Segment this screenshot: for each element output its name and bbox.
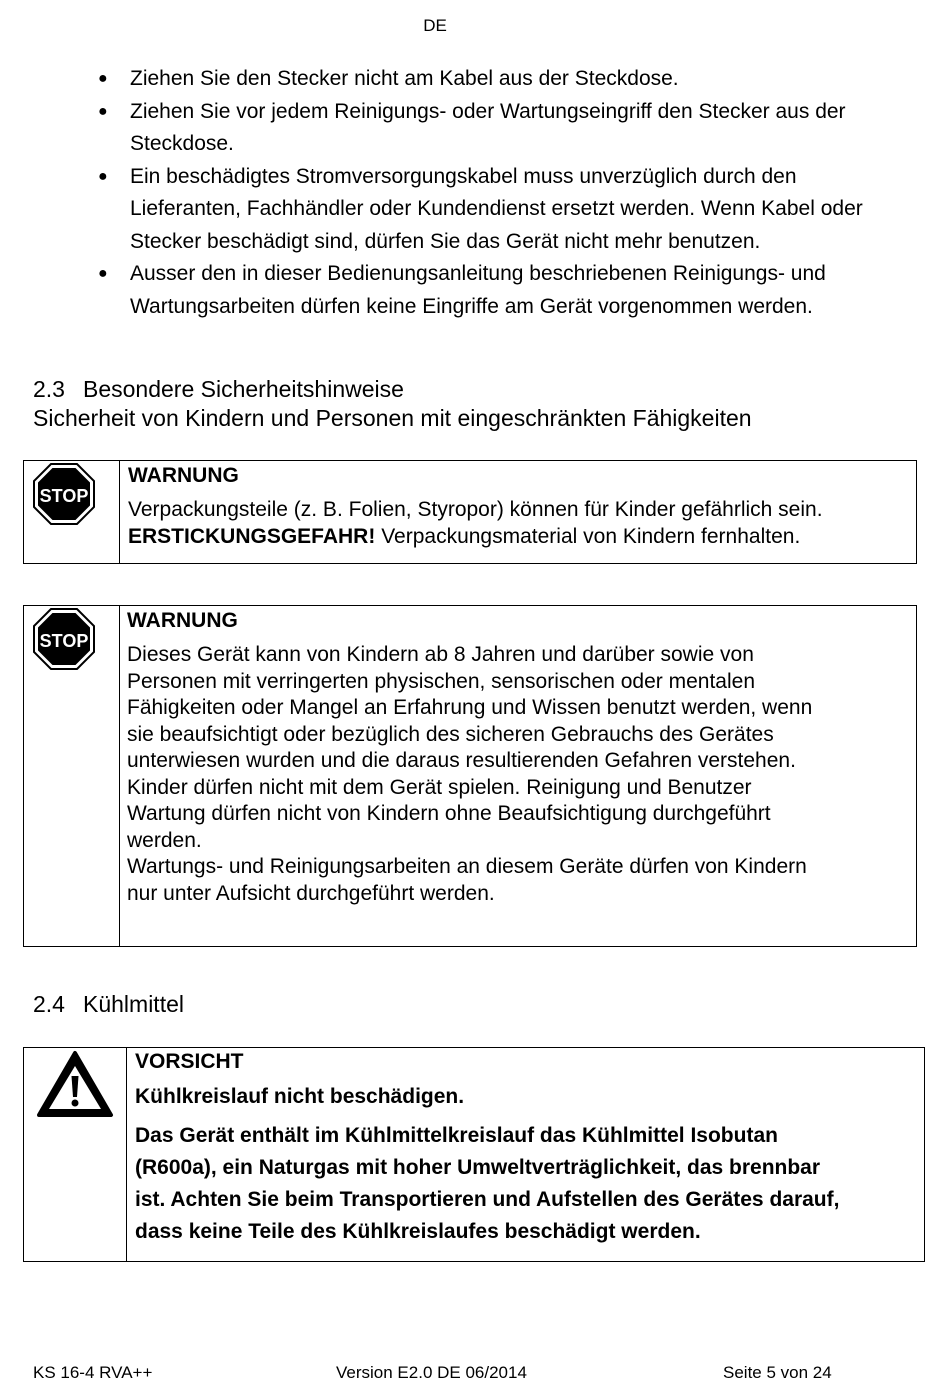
warning-line: werden. — [127, 828, 202, 852]
caution-instruction: Kühlkreislauf nicht beschädigen. — [135, 1085, 465, 1108]
warning-line: Wartungs- und Reinigungsarbeiten an diesem Geräte dürfen von Kindern — [127, 855, 807, 878]
stop-sign-icon — [32, 607, 96, 671]
warning-heading: WARNUNG — [127, 609, 238, 632]
warning-body — [127, 642, 912, 907]
list-item: ● Ausser den in dieser Bedienungsanleitung beschriebenen Reinigungs- und Wartungsarbeiten dürfen keine Eingriffe am Gerät vorgenommen werden. — [98, 258, 898, 323]
caution-line: Das Gerät enthält im Kühlmittelkreislauf das Kühlmittel Isobutan — [135, 1123, 778, 1147]
caution-box-refrigerant — [23, 1047, 925, 1262]
stop-sign-text: STOP — [39, 486, 89, 506]
warning-line: Kinder dürfen nicht mit dem Gerät spielen. Reinigung und Benutzer — [127, 775, 752, 799]
warning-box-packaging — [23, 460, 917, 564]
list-item: ● Ein beschädigtes Stromversorgungskabel muss unverzüglich durch den Lieferanten, Fachhändler oder Kundendienst ersetzt werden. Wenn Kabel oder Stecker beschädigt sind, dürfen Sie das Gerät nicht mehr benutzen. — [98, 161, 898, 259]
caution-heading: VORSICHT — [135, 1050, 244, 1073]
section-heading-2-4: 2.4 Kühlmittel — [33, 991, 184, 1017]
warning-line: Personen mit verringerten physischen, sensorischen oder mentalen — [127, 669, 756, 693]
section-heading-2-3: 2.3 Besondere Sicherheitshinweise — [33, 376, 404, 402]
warning-box-children — [23, 605, 917, 947]
safety-bullet-list — [98, 63, 898, 323]
caution-line: ist. Achten Sie beim Transportieren und Aufstellen des Gerätes darauf, — [135, 1187, 840, 1211]
footer-page-number: Seite 5 von 24 — [723, 1363, 832, 1382]
warning-line: nur unter Aufsicht durchgeführt werden. — [127, 881, 495, 905]
icon-cell — [24, 1048, 127, 1261]
footer-model: KS 16-4 RVA++ — [33, 1363, 153, 1382]
caution-body — [135, 1120, 920, 1248]
section-subtitle: Sicherheit von Kindern und Personen mit eingeschränkten Fähigkeiten — [33, 405, 752, 431]
warning-text: ERSTICKUNGSGEFAHR! Verpackungsmaterial von Kindern fernhalten. — [128, 524, 801, 548]
language-header: DE — [423, 16, 447, 35]
caution-line: dass keine Teile des Kühlkreislaufes beschädigt werden. — [135, 1219, 701, 1243]
footer-version: Version E2.0 DE 06/2014 — [336, 1363, 527, 1382]
warning-line: Wartung dürfen nicht von Kindern ohne Beaufsichtigung durchgeführt — [127, 802, 771, 825]
warning-triangle-icon — [35, 1049, 115, 1119]
icon-cell — [24, 606, 120, 946]
warning-text: Verpackungsteile (z. B. Folien, Styropor) können für Kinder gefährlich sein. — [128, 498, 823, 521]
stop-sign-text: STOP — [39, 631, 89, 651]
bullet-icon: ● — [98, 70, 108, 87]
icon-cell — [24, 461, 120, 563]
list-item: ● Ziehen Sie vor jedem Reinigungs- oder Wartungseingriff den Stecker aus der Steckdose. — [98, 96, 898, 161]
bullet-icon: ● — [98, 102, 108, 120]
bullet-icon: ● — [98, 167, 108, 185]
warning-line: unterwiesen wurden und die daraus resultierenden Gefahren verstehen. — [127, 749, 796, 772]
warning-line: Fähigkeiten oder Mangel an Erfahrung und Wissen benutzt werden, wenn — [127, 696, 813, 719]
bullet-icon: ● — [98, 265, 108, 282]
list-item: ● Ziehen Sie den Stecker nicht am Kabel aus der Steckdose. — [98, 63, 898, 96]
stop-sign-icon — [32, 462, 96, 526]
warning-heading: WARNUNG — [128, 464, 239, 487]
warning-line: sie beaufsichtigt oder bezüglich des sicheren Gebrauchs des Gerätes — [127, 722, 774, 746]
caution-line: (R600a), ein Naturgas mit hoher Umweltverträglichkeit, das brennbar — [135, 1155, 821, 1179]
warning-line: Dieses Gerät kann von Kindern ab 8 Jahren und darüber sowie von — [127, 643, 754, 666]
